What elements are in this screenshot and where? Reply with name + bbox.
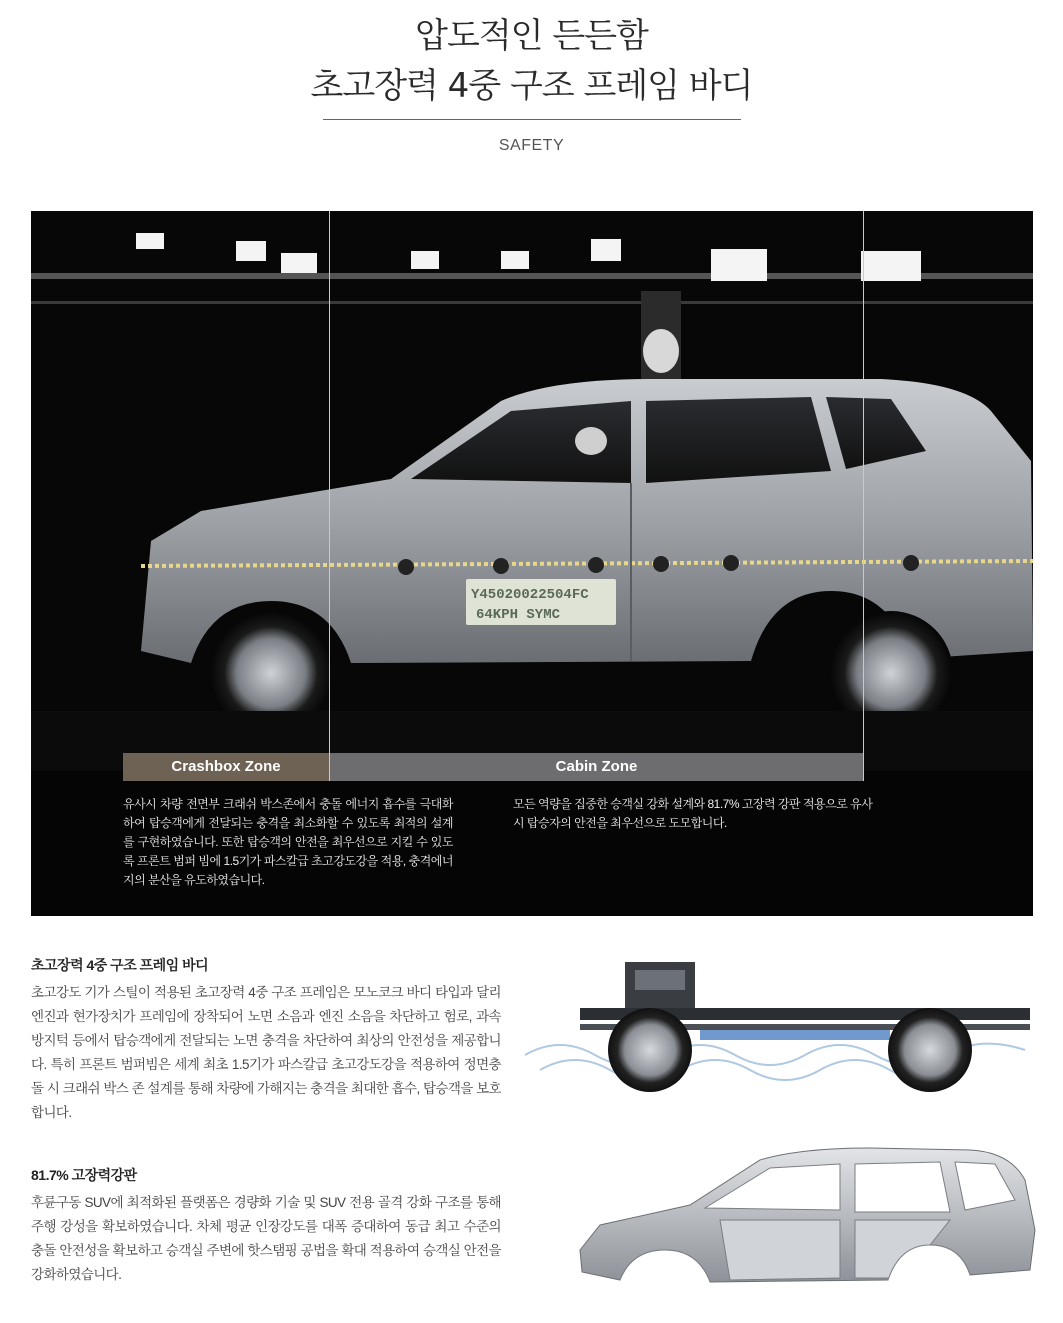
high-strength-steel-section [31,1165,501,1287]
crash-test-panel [31,211,1033,916]
chassis-frame-illustration [520,950,1040,1100]
title-divider [323,119,741,120]
crash-test-photo [31,211,1033,771]
high-strength-steel-text: 후륜구동 SUV에 최적화된 플랫폼은 경량화 기술 및 SUV 전용 골격 강화 구조를 통해 주행 강성을 확보하였습니다. 차체 평균 인장강도를 대폭 증대하여 동급 최고 수준의 충돌 안전성을 확보하고 승객실 주변에 핫스탬핑 공법을 확대 적용하여 승객실 안전을 강화하였습니다. [31,1195,501,1282]
section-eyebrow: SAFETY [498,137,565,154]
page-title-line-2: 초고장력 4중 구조 프레임 바디 [310,66,753,106]
cabin-zone-description: 모든 역량을 집중한 승객실 강화 설계와 81.7% 고장력 강판 적용으로 유사시 탑승자의 안전을 최우선으로 도모합니다. [513,797,873,830]
cabin-zone-label: Cabin Zone [330,753,863,781]
crashbox-zone-label: Crashbox Zone [123,753,329,781]
zone-divider-left [329,211,330,781]
high-strength-steel-heading: 81.7% 고장력강판 [31,1167,137,1183]
frame-body-section [31,955,501,1125]
plate-line-1: Y45020022504FC [471,587,589,603]
plate-line-2: 64KPH SYMC [476,607,561,623]
frame-body-heading: 초고장력 4중 구조 프레임 바디 [31,957,209,973]
zone-divider-right [863,211,864,781]
frame-body-text: 초고강도 기가 스틸이 적용된 초고장력 4중 구조 프레임은 모노코크 바디 타입과 달리 엔진과 현가장치가 프레임에 장착되어 노면 소음과 엔진 소음을 차단하고 험로, 과속방지턱 등에서 탑승객에게 전달되는 노면 충격을 차단하여 최상의 안전성을 제공합니다. 특히 프론트 범퍼빔은 세계 최초 1.5기가 파스칼급 초고강도강을 적용하여 정면충돌 시 크래쉬 박스 존 설계를 통해 차량에 가해지는 충격을 최대한 흡수, 탑승객을 보호합니다. [31,985,501,1120]
page-title-line-1: 압도적인 든든함 [415,16,648,56]
body-in-white-illustration [570,1140,1040,1300]
crashbox-zone-description: 유사시 차량 전면부 크래쉬 박스존에서 충돌 에너지 흡수를 극대화하여 탑승객에게 전달되는 충격을 최소화할 수 있도록 최적의 설계를 구현하였습니다. 또한 탑승객의 안전을 최우선으로 지킬 수 있도록 프론트 범퍼 빔에 1.5기가 파스칼급 초고강도강을 적용, 충격에너지의 분산을 유도하였습니다. [123,797,453,887]
